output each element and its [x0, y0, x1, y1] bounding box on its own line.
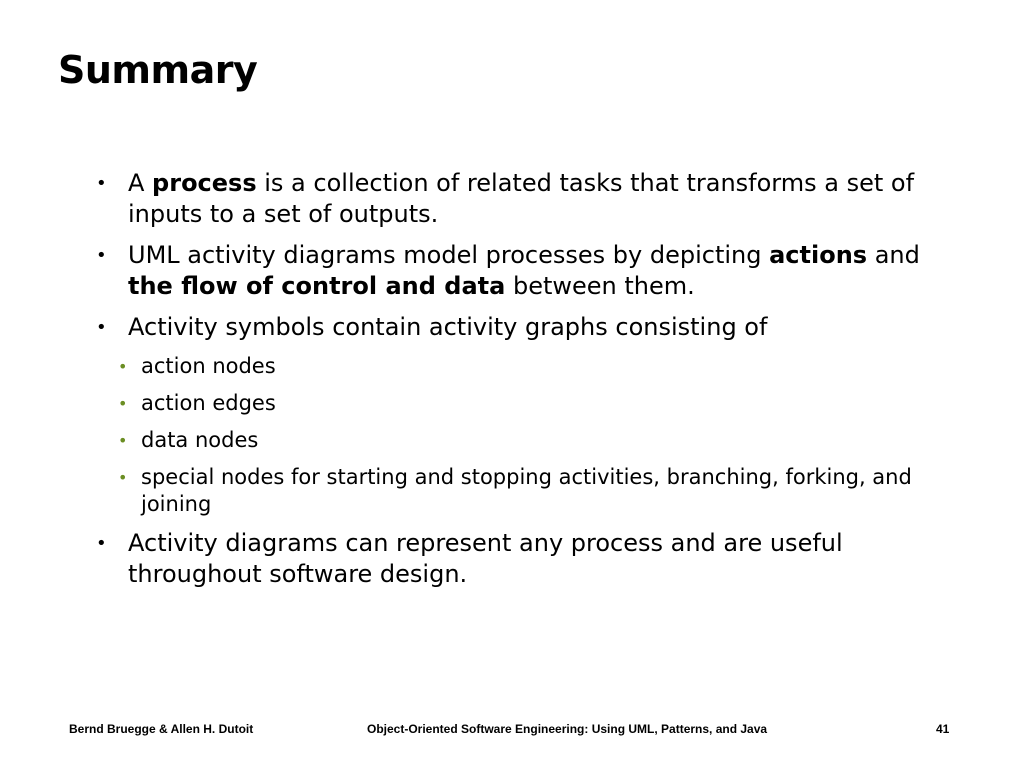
sub-bullet-marker: •	[118, 431, 128, 450]
sub-bullet	[96, 353, 926, 380]
sub-bullet	[96, 464, 926, 518]
footer-page-number: 41	[936, 722, 950, 736]
bold-term: actions	[769, 241, 868, 269]
text-segment: is a collection of related tasks that transforms a set of inputs to a set of outputs.	[128, 169, 915, 228]
bold-term: the flow of control and data	[128, 272, 506, 300]
sub-bullet-text: action edges	[141, 391, 276, 415]
sub-bullet-marker: •	[118, 394, 128, 413]
sub-bullet-text: data nodes	[141, 428, 259, 452]
bullet-marker: •	[96, 173, 107, 194]
sub-bullet-list	[96, 353, 926, 518]
bullet-process	[96, 168, 926, 230]
sub-bullet-text: special nodes for starting and stopping activities, branching, forking, and joining	[141, 465, 912, 516]
sub-bullet-text: action nodes	[141, 354, 276, 378]
bullet-activity-diagrams	[96, 528, 926, 590]
text-segment: between them.	[505, 272, 695, 300]
bullet-activity-symbols	[96, 312, 926, 343]
text-segment: and	[867, 241, 920, 269]
sub-bullet-marker: •	[118, 357, 128, 376]
sub-bullet	[96, 390, 926, 417]
bold-term: process	[152, 169, 257, 197]
text-segment: UML activity diagrams model processes by depicting	[128, 241, 770, 269]
bullet-marker: •	[96, 317, 107, 338]
bullet-list	[96, 168, 926, 600]
text-segment: A	[128, 169, 153, 197]
slide-title: Summary	[58, 48, 258, 92]
bullet-uml-activity	[96, 240, 926, 302]
text-segment: Activity diagrams can represent any process and are useful throughout software design.	[128, 529, 843, 588]
sub-bullet	[96, 427, 926, 454]
footer-authors: Bernd Bruegge & Allen H. Dutoit	[69, 722, 254, 736]
bullet-marker: •	[96, 245, 107, 266]
sub-bullet-marker: •	[118, 468, 128, 487]
text-segment: Activity symbols contain activity graphs consisting of	[128, 313, 768, 341]
bullet-marker: •	[96, 533, 107, 554]
footer-book-title: Object-Oriented Software Engineering: Using UML, Patterns, and Java	[367, 722, 768, 736]
